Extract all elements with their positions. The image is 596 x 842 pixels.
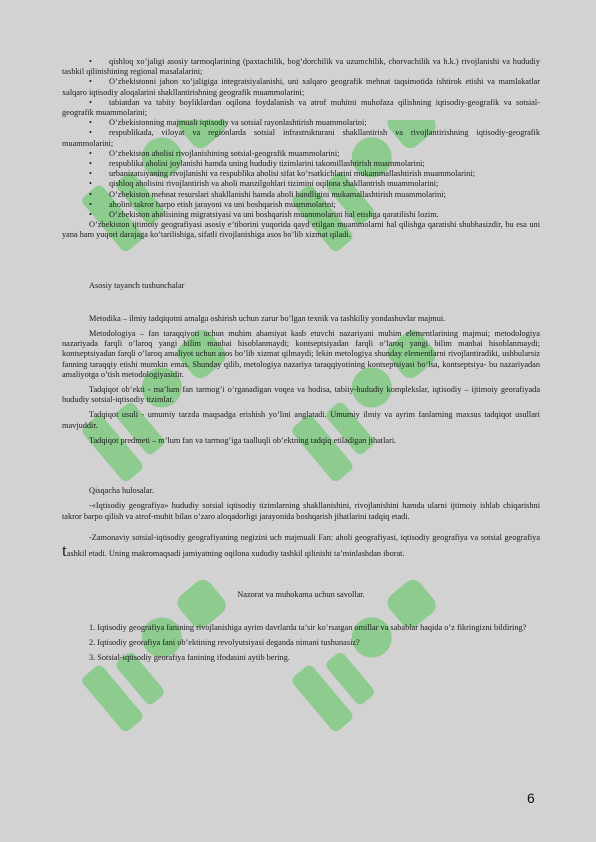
list-item: • O’zbekistonni jahon xo’jaligiga integratsiyalanishi, uni xalqaro geografik mehnat taqsimotida ishtirok etishi va mamlakatlar xalqaro iqtisodiy aloqalarini shakllantirishning geografik muammolarini; [62, 77, 540, 97]
list-item: • qishloq aholisini rivojlantirish va aholi manzilgohlari tizimini oqilona shakllantrish muammolarini; [62, 179, 540, 189]
summary-heading: Qisqacha hulosalar. [89, 486, 154, 496]
page-content [62, 57, 540, 664]
list-item: • qishloq xo’jaligi asosiy tarmoqlarining (paxtachilik, bog’dorchilik va uzumchilik, chorvachilik va h.k.) rivojlanishi va hududiy tashkil qilinishining regional masalalarini; [62, 57, 540, 77]
summary-big-letter: t [62, 540, 67, 560]
list-item: • urbanizatsiyaning rivojlanishi va respublika aholisi sifat ko’rsatkichlarini mukammallashtirish muammolarini; [62, 169, 540, 179]
concepts-heading: Asosiy tayanch tushunchalar [89, 280, 185, 290]
concept-object: Tadqiqot ob’ekti - ma’lum fan tarmog’i o’rganadigan voqea va hodisa, tabiiy-hududiy komplekslar, iqtisodiy – ijtimoiy georafiyada hududiy sotsial-iqtisodiy tizimlar. [62, 385, 540, 405]
list-item: • O’zbekiston mehnat resurslari shakllanishi hamda aholi bandligini mukamallashtirish muammolarini; [62, 190, 540, 200]
question-item: 3. Sotsial-iqtisodiy georafiya fanining ifodasini aytib bering. [89, 653, 290, 663]
concept-method: Tadqiqot usuli - umumiy tarzda maqsadga erishish yo’lini anglatadi. Umumiy ilmiy va ayrim fanlarning maxsus tadqiqot usullari mavjuddir. [62, 410, 540, 430]
list-item: • respublika aholisi joylanishi hamda uning hududiy tizimlarini takomillashtirish muammolarini; [62, 159, 540, 169]
list-item: • aholini takror barpo etish jarayoni va uni boshqarish muammolarini; [62, 200, 540, 210]
summary-paragraph-2 [62, 530, 540, 562]
concept-metodologiya: Metodologiya – fan taraqqiyoti uchun muhim ahamiyat kasb etuvchi nazariyani muhim elementlarining majmui; metodologiya nazariyada farqli o’laroq yangi bilim manbai hisoblanmaydi; kontseptsiyadan farqli o’laroq yangi bilim manbai hisoblanmaydi; kontseptsiyadan farqli o’laroq amaliyot uchun asos bo’lib xizmat qilmaydi; lekin metologiya shunday elementlarni rivojlantiradiki, ushbularsiz fanning taraqqiy etishi mumkin emas. Shunday qilib, metologiya nazariya taraqqiyotining kontseptsiyasi bo’lsa, kontseptsiya- bu nazariyadan amaliyotga o’tish metodologiyasidir. [62, 329, 540, 379]
page-number: 6 [527, 790, 535, 806]
problems-list [62, 57, 540, 220]
list-item: • O’zbekiston aholisining migratsiyasi va uni boshqarish muammolarini hal etishga qaratilishi lozim. [62, 210, 540, 220]
list-item: • tabiatdan va tabiiy boyliklardan oqilona foydalanish va atrof muhitni muhofaza qilishning iqtisodiy-geografik va sotsial-geografik muammolarini; [62, 98, 540, 118]
question-item: 1. Iqtisodiy geografiya fanining rivojlanishiga ayrim davrlarda ta’sir ko’rsatgan omillar va sabablar haqida o’z fikringizni bildiring? [89, 622, 527, 632]
question-item: 2. Iqtisodiy georafiya fani ob’ektining revolyutsiyasi deganda nimani tushunasiz? [89, 638, 360, 648]
list-item: • respublikada, viloyat va regionlarda sotsial infrastrukturani shakllantirish va rivojlantirishning iqtisodiy-geografik muammolarini; [62, 128, 540, 148]
concept-subject: Tadqiqot predmeti – m’lum fan va tarmog’iga taalluqli ob’ektning tadqiq etiladigan jihatlari. [89, 435, 397, 445]
list-item: • O’zbekiston aholisi rivojlanishining sotsial-geografik muammolarini; [62, 149, 540, 159]
list-item: • O’zbekistonning majmuali iqtisodiy va sotsial rayonlashtirish muammolarini; [62, 118, 540, 128]
summary-text-after: ashkil etadi. Uning makromaqsadi jamiyatning oqilona xududiy tashkil qilinishi ta’minlashdan iborat. [66, 548, 405, 558]
concept-metodika: Metodika – ilmiy tadqiqotni amalga oshirish uchun zarur bo’lgan texnik va tashkiliy yondashuvlar majmui. [89, 313, 446, 323]
questions-heading: Nazorat va muhokama uchun savollar. [237, 589, 365, 599]
summary-paragraph-1: -«Iqtisodiy geografiya» hududiy sotsial iqtisodiy tizimlarning shakllanishini, rivojlanishini hamda ularni ijtimoiy ishlab chiqarishni takror barpo qilish va atrof-muhit bilan o’zaro aloqadorligi jarayonida boshqarish jihatlarini tadqiq etadi. [62, 501, 540, 521]
summary-text-before: -Zamonaviy sotsial-iqtisodiy geografiyaning negizini uch majmuali Fan: aholi geografiyasi, iqtisodiy geografiya va sotsial geografiya [89, 532, 540, 542]
closing-paragraph: O’zbekiston ijtimoiy geografiyasi asosiy e’tiborini yuqorida qayd etilgan muammolarni hal qilishga qaratishi shubhasizdir, bu esa uni yana ham yuqori darajaga ko’tarilishiga, sifatli rivojlanishiga asos bo’lib xizmat qiladi. [62, 220, 540, 240]
